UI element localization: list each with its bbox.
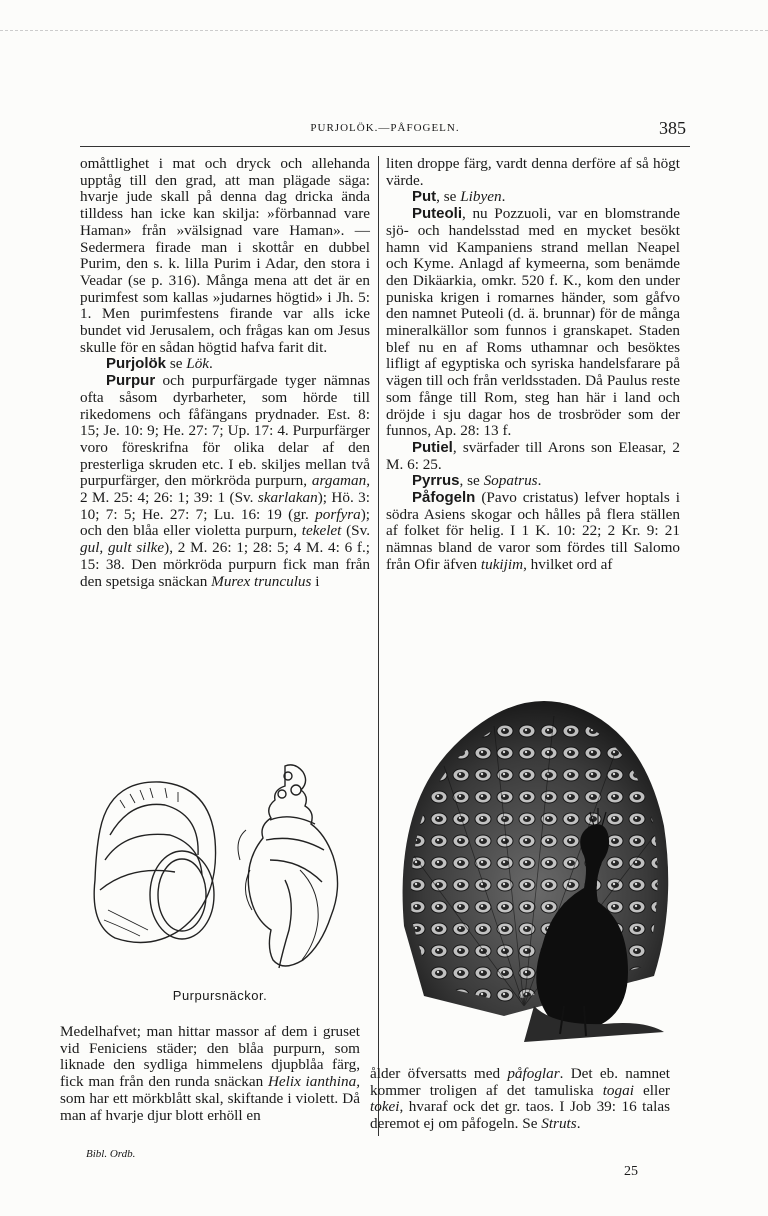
murex-shell [238, 765, 338, 968]
peacock-illustration [384, 676, 680, 1058]
cross-reference: Lök [186, 355, 210, 373]
right-column [386, 156, 680, 574]
header-rule [80, 146, 690, 147]
entry-text: ), 2 M. 26: 1; 28: 5; 4 M. 4: 6 f.; 15: 38. Den mörkröda purpurn fick man från den spetsiga snäckan [80, 539, 370, 590]
cross-reference: Struts [541, 1115, 577, 1133]
entry-putiel [386, 440, 680, 473]
signature-mark: 25 [624, 1164, 638, 1179]
purpur-continuation [60, 1024, 360, 1124]
headword: Påfogeln [412, 489, 476, 507]
headword: Puteoli [412, 205, 463, 223]
entry-text: . [209, 355, 213, 373]
helix-shell [94, 782, 215, 943]
entry-text: , nu Pozzuoli, var en blomstrande sjö- och handelsstad med en mycket besökt hamn vid Kampaniens strand mellan Neapel och Kyme. Anlagd af kymeerna, som benämde den Dikäarkia, omkr. 520 f. K., kom den under puniska krigen i romarnes händer, som gåfvo den namnet Puteoli (d. ä. brunnar) för de många mineralkällor som funnos i granskapet. Staden blef nu en af Roms uthamnar och besöktes lifligt af egyptiska och syriska handelsfarare på vägen till och från verldsstaden. Då Paulus reste som fånge till Rom, steg han här i land och dröjde i sju dagar hos de trosbröder som der funnos, Ap. 28: 13 f. [386, 205, 680, 440]
entry-purjolok [80, 356, 370, 373]
entry-text: . [576, 1115, 581, 1133]
headword: Purpur [106, 372, 156, 390]
entry-text: (Sv. [341, 522, 370, 540]
entry-text: se [166, 355, 187, 373]
italic-term: Murex trunculus [211, 572, 312, 590]
left-column-bottom [60, 1024, 360, 1124]
italic-term: Helix ianthina, [267, 1073, 360, 1091]
cross-reference: Sopatrus [483, 472, 538, 490]
entry-text: , hvilket ord af [523, 555, 613, 573]
shell-illustration [70, 760, 370, 982]
entry-text: i [311, 572, 320, 590]
pafogeln-continuation [370, 1066, 670, 1133]
italic-term: gul, gult silke [80, 539, 165, 557]
right-column-bottom [370, 1066, 670, 1133]
italic-term: påfoglar [507, 1065, 560, 1082]
entry-text: eller [633, 1081, 670, 1099]
cross-reference: Libyen [460, 188, 502, 206]
entry-text: . [501, 188, 506, 206]
entry-text: , se [436, 188, 461, 206]
entry-text: . Det eb. namnet kommer troligen af det tamuliska [370, 1065, 670, 1099]
footer-source: Bibl. Ordb. [86, 1148, 136, 1160]
entry-text: , 2 M. 25: 4; 26: 1; 39: 1 (Sv. [80, 472, 370, 507]
entry-text: och purpurfärgade tyger nämnas ofta såsom dyrbarheter, som hörde till rikedomens och fåfängans prydnader. Est. 8: 15; Je. 10: 9; He. 27: 7; Up. 17: 4. Purpurfärger voro föreskrifna för olika delar af den presterliga skruden etc. I eb. skiljes mellan två purpurfärger, den mörkröda purpurn, [80, 372, 370, 490]
italic-term: togai [602, 1081, 634, 1099]
purim-continuation: omåttlighet i mat och dryck och allehanda upptåg till den grad, att man plägade säga: hvarje jude skall på denna dag dricka ända tilldess han icke kan skilja: »förbannad vare Haman» från »välsignad vare Haman». — Sedermera firade man i skottår en dubbel Purim, den s. k. lilla Purim i Adar, den stora i Veadar (se p. 316). Många mena att det är en purimfest som kallas »judarnes högtid» i Jh. 5: 1. Men purimfestens firande var alls icke bundet vid Jerusalem, och frågas kan om Jesus skulle för en sådan högtid hafva farit dit. [80, 155, 370, 356]
headword: Purjolök [106, 355, 167, 373]
entry-text: ); och den blåa eller violetta purpurn, [80, 505, 370, 540]
italic-term: tekelet [301, 522, 342, 540]
shells-drawing [70, 760, 370, 982]
running-header [80, 118, 690, 144]
header-title: PURJOLÖK.—PÅFOGELN. [310, 122, 460, 134]
italic-term: tukijim [480, 555, 524, 573]
entry-pyrrus [386, 473, 680, 490]
purpur-end: liten droppe färg, vardt denna derföre af så högt värde. [386, 155, 680, 189]
entry-text: ); Hö. 3: 10; 7: 5; He. 27: 7; Lu. 16: 19 (gr. [80, 489, 370, 523]
left-column [80, 156, 370, 590]
entry-text: ålder öfversatts med [370, 1065, 508, 1082]
entry-purpur [80, 373, 370, 590]
column-divider [378, 156, 379, 1136]
italic-term: tokei [370, 1098, 400, 1116]
entry-text: Medelhafvet; man hittar massor af dem i gruset vid Feniciens städer; den blåa purpurn, som liknade den sydliga himmelens djupblåa färg, fick man från den runda snäckan [60, 1023, 360, 1091]
italic-term: porfyra [315, 505, 361, 523]
page-number: 385 [659, 118, 686, 138]
entry-put [386, 189, 680, 206]
headword: Put [412, 188, 437, 206]
entry-puteoli [386, 206, 680, 440]
entry-text: , se [459, 472, 484, 490]
entry-text: (Pavo cristatus) lefver hoptals i södra Asiens skogar och hålles på flera ställen af folket för helig. I 1 K. 10: 22; 2 Kr. 9: 21 nämnas bland de varor som fördes till Salomo från Ofir äfven [386, 489, 680, 573]
figure-caption: Purpursnäckor. [172, 988, 268, 1003]
entry-pafogeln [386, 490, 680, 574]
entry-text: , svärfader till Arons son Eleasar, 2 M. 6: 25. [386, 438, 680, 473]
entry-text: . [537, 472, 542, 490]
top-dashed-line [0, 30, 768, 31]
entry-text: , hvaraf ock det gr. taos. I Job 39: 16 talas deremot ej om påfogeln. Se [370, 1098, 670, 1133]
italic-term: argaman [311, 472, 367, 490]
italic-term: skarlakan [257, 489, 318, 507]
entry-text: som har ett mörkblått skal, skiftande i violett. Då man af hvarje djur blott erhöll en [60, 1089, 360, 1124]
peacock-drawing [384, 676, 680, 1058]
headword: Putiel [412, 438, 453, 456]
headword: Pyrrus [412, 472, 460, 490]
